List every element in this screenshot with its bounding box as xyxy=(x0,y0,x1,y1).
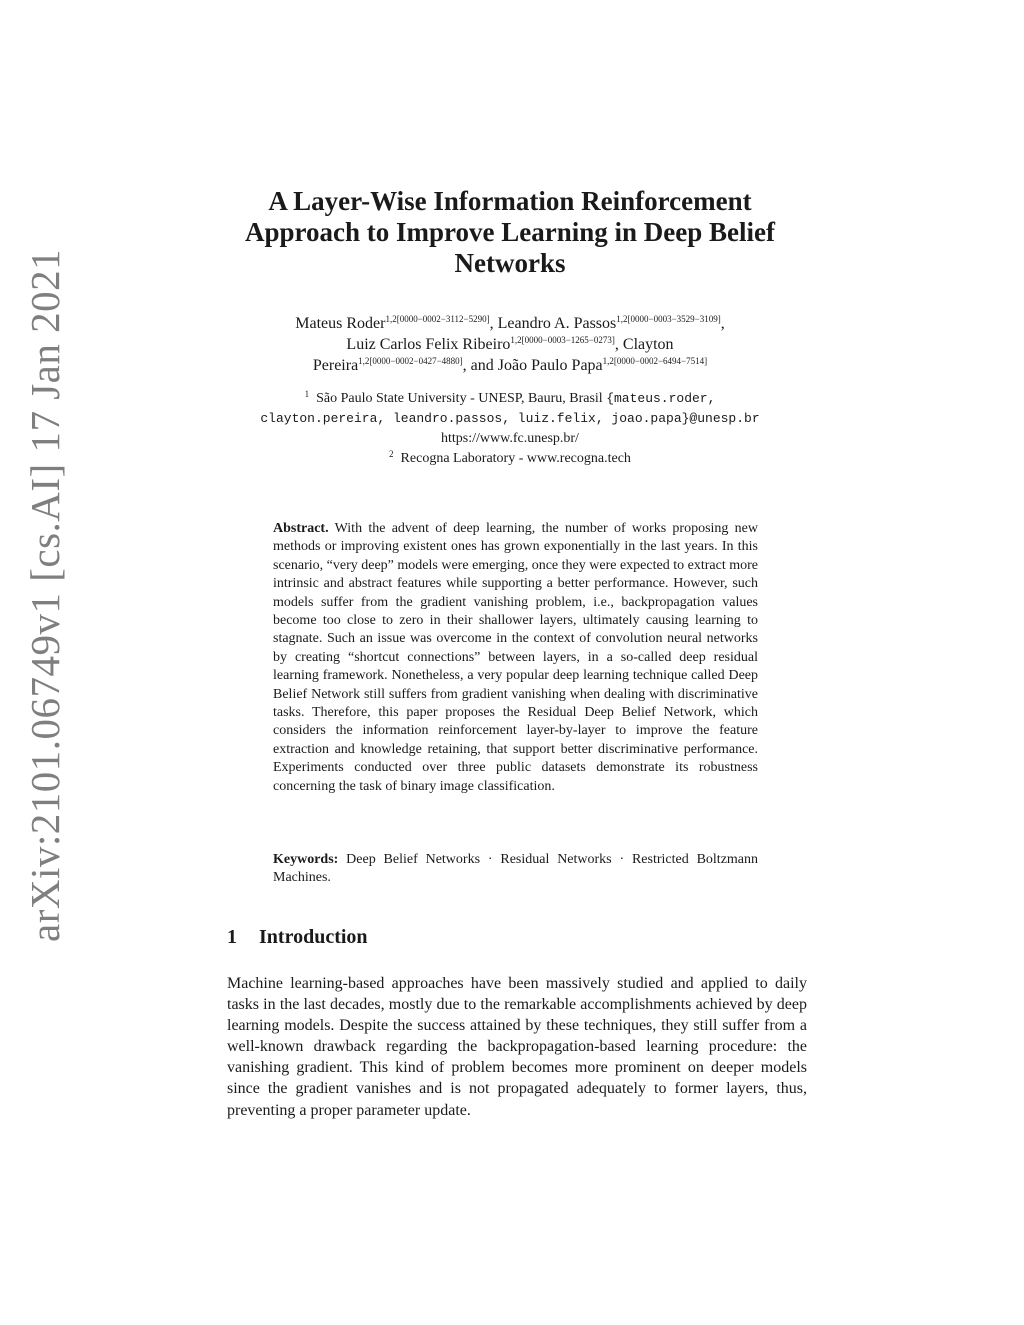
author-name: Pereira xyxy=(312,357,359,374)
intro-paragraph: Machine learning-based approaches have been massively studied and applied to daily tasks in the last decades, mostly due to the remarkable accomplishments achieved by deep learning models. Despite the success attained by these techniques, they still suffer from a well-known drawback regarding the backpropagation-based learning procedure: the vanishing gradient. This kind of problem becomes more prominent on deeper models since the gradient vanishes and is not propagated adequately to former layers, thus, preventing a proper parameter update. xyxy=(227,975,807,1119)
email-list: clayton.pereira, leandro.passos, luiz.felix, joao.papa}@unesp.br xyxy=(260,411,760,426)
affiliation-1: $^1$ São Paulo State University - UNESP, Bauru, Brasil {mateus.roder, xyxy=(304,389,716,406)
author-name: Leandro A. Passos xyxy=(497,315,617,332)
author-name: Mateus Roder xyxy=(295,315,386,332)
author-affil-orcid: 1,2[0000−0002−6494−7514] xyxy=(602,356,708,366)
paper-title xyxy=(220,186,800,279)
affiliations xyxy=(210,389,810,469)
author-affil-orcid: 1,2[0000−0003−3529−3109] xyxy=(616,314,721,324)
arxiv-margin-stamp: arXiv:2101.06749v1 [cs.AI] 17 Jan 2021 xyxy=(22,248,68,942)
abstract xyxy=(273,520,758,796)
keywords-text: Deep Belief Networks · Residual Networks · Restricted Boltzmann Machines. xyxy=(273,852,759,886)
author-line-2: Luiz Carlos Felix Ribeiro$^{1,2[0000-0003-1265-0273]}$, Clayton xyxy=(346,335,674,353)
author-affil-orcid: 1,2[0000−0002−3112−5290] xyxy=(385,314,490,324)
section-heading xyxy=(227,926,807,949)
author-line-1: Mateus Roder$^{1,2[0000-0002-3112-5290]}$, Leandro A. Passos$^{1,2[0000-0003-3529-3109]}$, xyxy=(295,314,725,332)
affiliation-url: https://www.fc.unesp.br/ xyxy=(441,431,579,446)
author-line-3: Pereira$^{1,2[0000-0002-0427-4880]}$, and João Paulo Papa$^{1,2[0000-0002-6494-7514]}$ xyxy=(312,356,708,374)
author-name: Luiz Carlos Felix Ribeiro xyxy=(346,336,511,353)
keywords-label: Keywords: xyxy=(273,852,339,867)
affiliation-2: $^2$ Recogna Laboratory - www.recogna.tech xyxy=(389,449,631,466)
title-line-2: Approach to Improve Learning in Deep Belief xyxy=(245,217,775,247)
title-line-1: A Layer-Wise Information Reinforcement xyxy=(268,186,752,216)
abstract-text: With the advent of deep learning, the number of works proposing new methods or improving existent ones has grown exponentially in the last years. In this scenario, “very deep” models were emerging, once they were expected to extract more intrinsic and abstract features while supporting a better performance. However, such models suffer from the gradient vanishing problem, i.e., backpropagation values become too close to zero in their shallower layers, ultimately causing learning to stagnate. Such an issue was overcome in the context of convolution neural networks by creating “shortcut connections” between layers, in a so-called deep residual learning framework. Nonetheless, a very popular deep learning technique called Deep Belief Network still suffers from gradient vanishing when dealing with discriminative tasks. Therefore, this paper proposes the Residual Deep Belief Network, which considers the information reinforcement layer-by-layer to improve the feature extraction and knowledge retaining, that support better discriminative performance. Experiments conducted over three public datasets demonstrate its robustness concerning the task of binary image classification. xyxy=(273,521,759,794)
abstract-label: Abstract. xyxy=(273,521,329,536)
author-affil-orcid: 1,2[0000−0002−0427−4880] xyxy=(358,356,463,366)
keywords xyxy=(273,851,758,888)
author-list xyxy=(210,313,810,376)
author-name: João Paulo Papa xyxy=(497,357,603,374)
section-number: 1 xyxy=(227,926,237,948)
email-group: {mateus.roder, xyxy=(606,391,716,406)
section-title: Introduction xyxy=(259,926,368,948)
author-affil-orcid: 1,2[0000−0003−1265−0273] xyxy=(510,335,615,345)
title-line-3: Networks xyxy=(454,248,566,278)
